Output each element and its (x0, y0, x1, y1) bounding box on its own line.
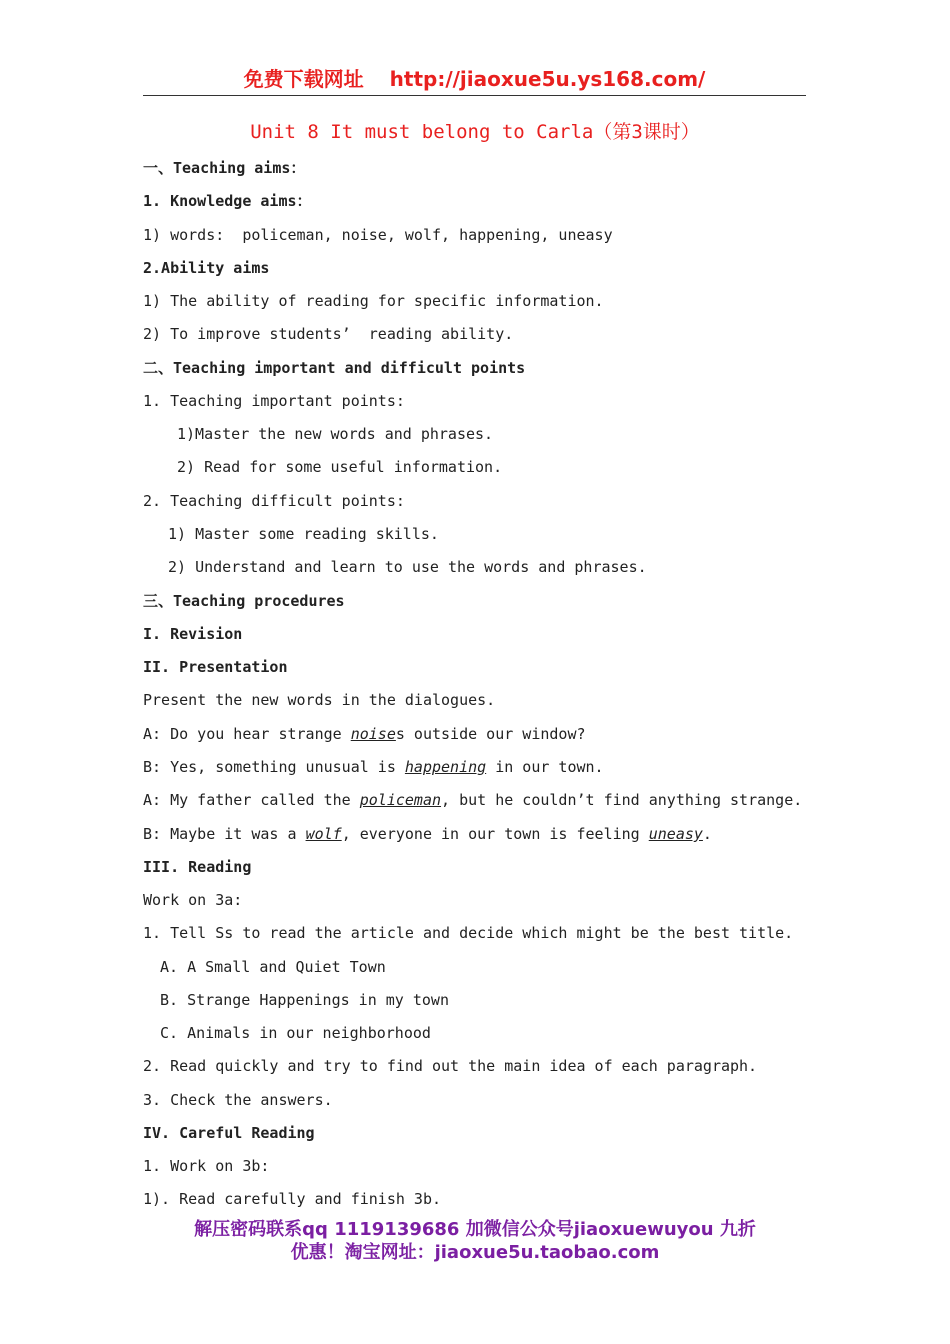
important-points-heading: 1. Teaching important points: (143, 392, 405, 410)
dialogue-text: B: Yes, something unusual is (143, 758, 405, 776)
dialogue-text: A: Do you hear strange (143, 725, 351, 743)
title-option-c: C. Animals in our neighborhood (160, 1024, 431, 1042)
dialogue-text: , everyone in our town is feeling (341, 825, 649, 843)
words-list: 1) words: policeman, noise, wolf, happening, uneasy (143, 226, 613, 244)
section-procedures: 三、Teaching procedures (143, 592, 345, 610)
document-title: Unit 8 It must belong to Carla（第3课时） (250, 121, 700, 143)
dialogue-text: . (702, 825, 712, 843)
difficult-point-2: 2) Understand and learn to use the words and phrases. (168, 558, 647, 576)
title-option-a: A. A Small and Quiet Town (160, 958, 386, 976)
step-revision: I. Revision (143, 625, 243, 643)
work-on-3b: 1. Work on 3b: (143, 1157, 270, 1175)
header-label: 免费下载网址 (243, 67, 364, 91)
section-important-difficult: 二、Teaching important and difficult points (143, 359, 526, 377)
work-on-3a: Work on 3a: (143, 891, 243, 909)
dialogue-line-3 (143, 790, 802, 810)
footer-line-2: 优惠！淘宝网址：jiaoxue5u.taobao.com (290, 1242, 660, 1263)
dialogue-text: , but he couldn’t find anything strange. (441, 791, 803, 809)
section-teaching-aims: 一、Teaching aims： (143, 159, 306, 177)
step-reading: III. Reading (143, 858, 252, 876)
step-careful-reading: IV. Careful Reading (143, 1124, 315, 1142)
dialogue-line-1 (143, 724, 586, 744)
dialogue-line-4 (143, 824, 712, 844)
careful-reading-task-1: 1). Read carefully and finish 3b. (143, 1190, 442, 1208)
dialogue-text: in our town. (486, 758, 604, 776)
important-point-2: 2) Read for some useful information. (177, 458, 503, 476)
presentation-instruction: Present the new words in the dialogues. (143, 691, 496, 709)
footer-line-1: 解压密码联系qq 1119139686 加微信公众号jiaoxuewuyou 九折 (194, 1219, 756, 1240)
reading-task-2: 2. Read quickly and try to find out the main idea of each paragraph. (143, 1057, 758, 1075)
vocab-word: policeman (359, 791, 442, 809)
important-point-1: 1)Master the new words and phrases. (177, 425, 494, 443)
vocab-word: happening (404, 758, 487, 776)
vocab-word: noise (350, 725, 396, 743)
dialogue-line-2 (143, 757, 604, 777)
dialogue-text: A: My father called the (143, 791, 360, 809)
step-presentation: II. Presentation (143, 658, 288, 676)
page-header (143, 64, 806, 96)
ability-item-2: 2) To improve students’ reading ability. (143, 325, 514, 343)
vocab-word: uneasy (648, 825, 703, 843)
difficult-points-heading: 2. Teaching difficult points: (143, 492, 405, 510)
ability-item-1: 1) The ability of reading for specific information. (143, 292, 604, 310)
ability-aims-heading: 2.Ability aims (143, 259, 270, 277)
difficult-point-1: 1) Master some reading skills. (168, 525, 439, 543)
reading-task-1: 1. Tell Ss to read the article and decide which might be the best title. (143, 924, 794, 942)
vocab-word: wolf (305, 825, 342, 843)
title-option-b: B. Strange Happenings in my town (160, 991, 449, 1009)
reading-task-3: 3. Check the answers. (143, 1091, 333, 1109)
dialogue-text: s outside our window? (395, 725, 586, 743)
dialogue-text: B: Maybe it was a (143, 825, 306, 843)
header-url-link[interactable]: http://jiaoxue5u.ys168.com/ (389, 67, 706, 91)
knowledge-aims-heading: 1. Knowledge aims： (143, 192, 312, 210)
